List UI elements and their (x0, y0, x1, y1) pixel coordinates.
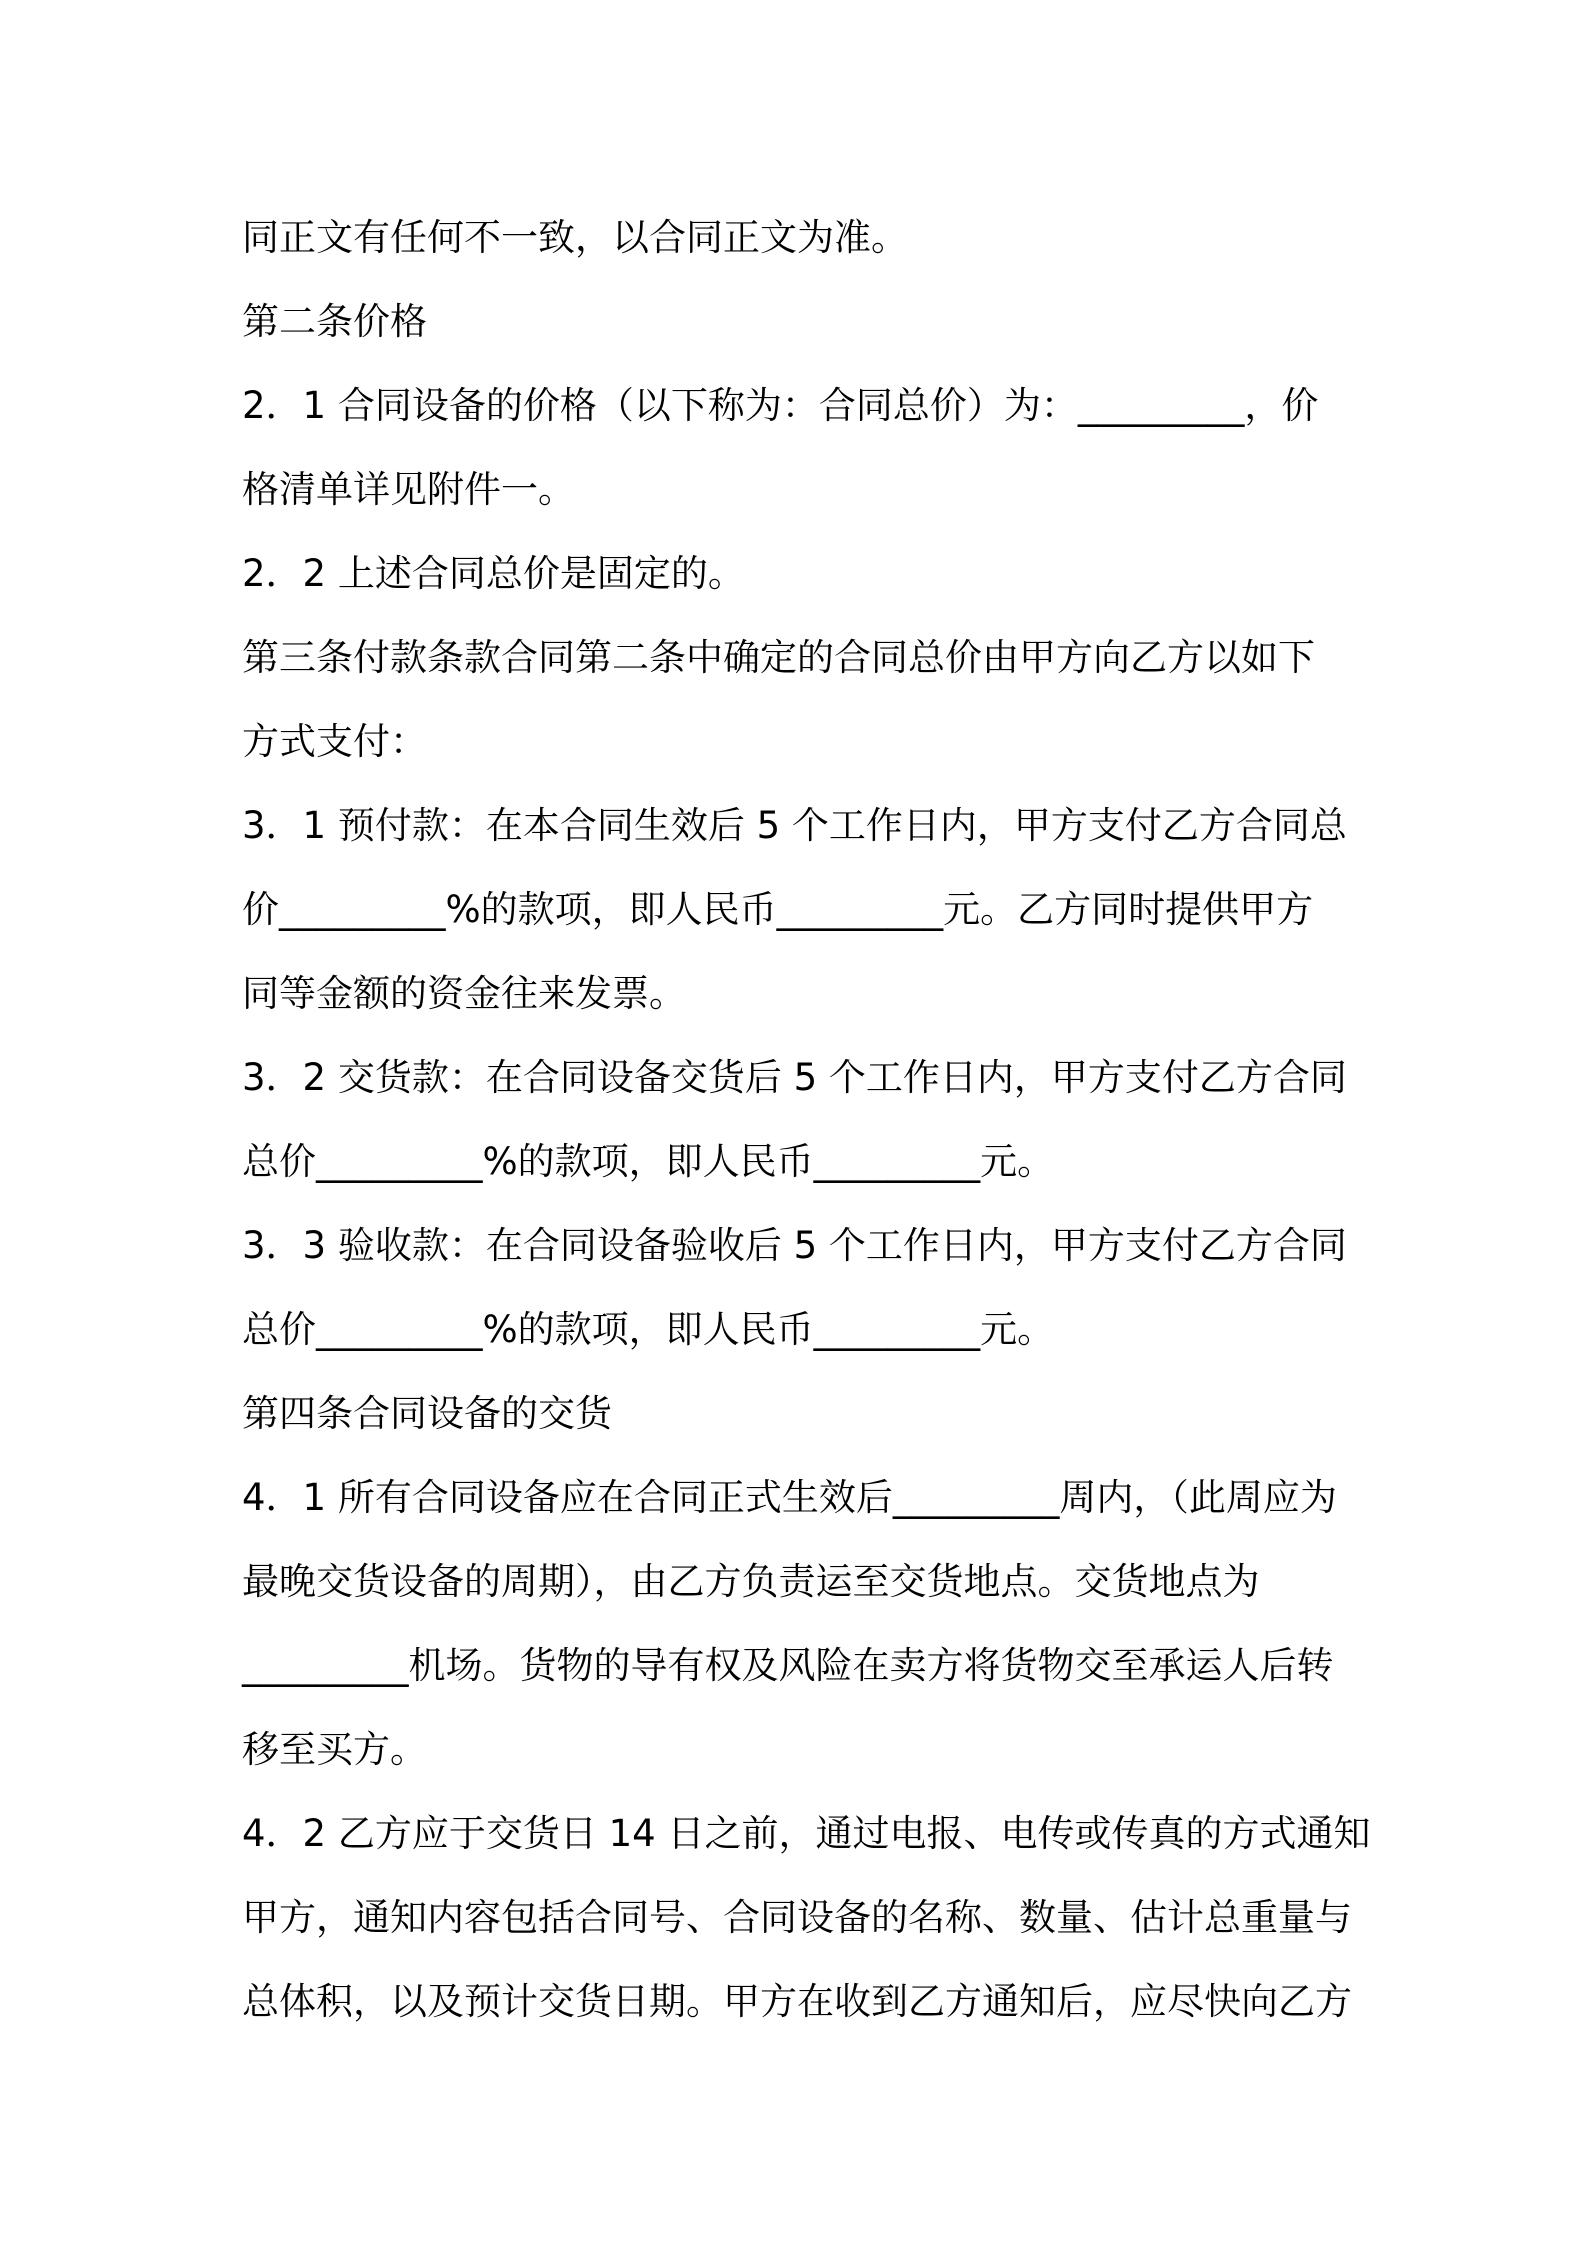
section-heading-price: 第二条价格 (242, 300, 427, 343)
section-heading-payment: 第三条付款条款合同第二条中确定的合同总价由甲方向乙方以如下 (242, 636, 1315, 679)
text-line: 总价_________%的款项，即人民币_________元。 (242, 1308, 1055, 1351)
text-line: 总体积，以及预计交货日期。甲方在收到乙方通知后，应尽快向乙方 (242, 1980, 1352, 2023)
text-line: 3．1 预付款：在本合同生效后 5 个工作日内，甲方支付乙方合同总 (242, 804, 1347, 847)
text-line: 同等金额的资金往来发票。 (242, 972, 686, 1015)
section-heading-delivery: 第四条合同设备的交货 (242, 1392, 612, 1435)
text-line: 甲方，通知内容包括合同号、合同设备的名称、数量、估计总重量与 (242, 1896, 1352, 1939)
text-line: 4．2 乙方应于交货日 14 日之前，通过电报、电传或传真的方式通知 (242, 1812, 1371, 1855)
text-line: 3．2 交货款：在合同设备交货后 5 个工作日内，甲方支付乙方合同 (242, 1056, 1347, 1099)
text-line: 4．1 所有合同设备应在合同正式生效后_________周内，（此周应为 (242, 1476, 1337, 1519)
text-line: 总价_________%的款项，即人民币_________元。 (242, 1140, 1055, 1183)
text-line: 价_________%的款项，即人民币_________元。乙方同时提供甲方 (242, 888, 1314, 931)
contract-text-body (242, 196, 1371, 2044)
text-line: 2．1 合同设备的价格（以下称为：合同总价）为：_________，价 (242, 384, 1319, 427)
text-line: 同正文有任何不一致，以合同正文为准。 (242, 216, 908, 259)
text-line: _________机场。货物的导有权及风险在卖方将货物交至承运人后转 (242, 1644, 1334, 1687)
text-line: 2．2 上述合同总价是固定的。 (242, 552, 745, 595)
text-line: 方式支付： (242, 720, 427, 763)
text-line: 最晚交货设备的周期），由乙方负责运至交货地点。交货地点为 (242, 1560, 1260, 1603)
text-line: 3．3 验收款：在合同设备验收后 5 个工作日内，甲方支付乙方合同 (242, 1224, 1347, 1267)
text-line: 移至买方。 (242, 1728, 427, 1771)
text-line: 格清单详见附件一。 (242, 468, 575, 511)
